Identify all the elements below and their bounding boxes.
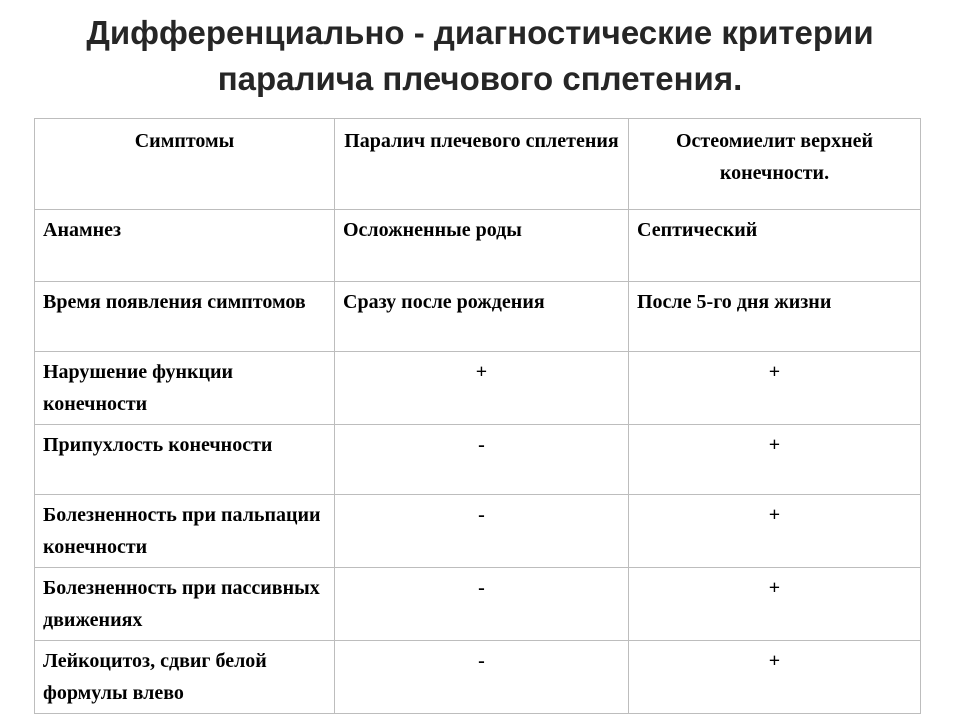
table-row (35, 210, 921, 282)
table-row (35, 641, 921, 714)
table-row (35, 282, 921, 352)
page-title (0, 10, 960, 102)
header-paralysis: Паралич плечевого сплетения (335, 119, 629, 210)
symptom-cell: Лейкоцитоз, сдвиг белой формулы влево (35, 641, 335, 714)
paralysis-cell: + (335, 352, 629, 425)
symptom-cell: Время появления симптомов (35, 282, 335, 352)
header-osteomyelitis: Остеомиелит верхней конечности. (629, 119, 921, 210)
symptom-cell: Припухлость конечности (35, 425, 335, 495)
osteomyelitis-cell: + (629, 568, 921, 641)
page-title-line-1: Дифференциально - диагностические критерии (86, 14, 874, 51)
osteomyelitis-cell: + (629, 352, 921, 425)
table-row (35, 568, 921, 641)
table-row (35, 495, 921, 568)
table-header-row (35, 119, 921, 210)
page-title-line-2: паралича плечового сплетения. (217, 60, 743, 97)
osteomyelitis-cell: Септический (629, 210, 921, 282)
osteomyelitis-cell: После 5-го дня жизни (629, 282, 921, 352)
criteria-table (34, 118, 921, 714)
symptom-cell: Болезненность при пассивных движениях (35, 568, 335, 641)
header-symptoms: Симптомы (35, 119, 335, 210)
paralysis-cell: - (335, 568, 629, 641)
symptom-cell: Анамнез (35, 210, 335, 282)
symptom-cell: Болезненность при пальпации конечности (35, 495, 335, 568)
osteomyelitis-cell: + (629, 495, 921, 568)
osteomyelitis-cell: + (629, 641, 921, 714)
table-row (35, 352, 921, 425)
paralysis-cell: - (335, 641, 629, 714)
paralysis-cell: - (335, 495, 629, 568)
table-row (35, 425, 921, 495)
symptom-cell: Нарушение функции конечности (35, 352, 335, 425)
osteomyelitis-cell: + (629, 425, 921, 495)
paralysis-cell: - (335, 425, 629, 495)
criteria-table-container (34, 118, 920, 714)
paralysis-cell: Осложненные роды (335, 210, 629, 282)
paralysis-cell: Сразу после рождения (335, 282, 629, 352)
